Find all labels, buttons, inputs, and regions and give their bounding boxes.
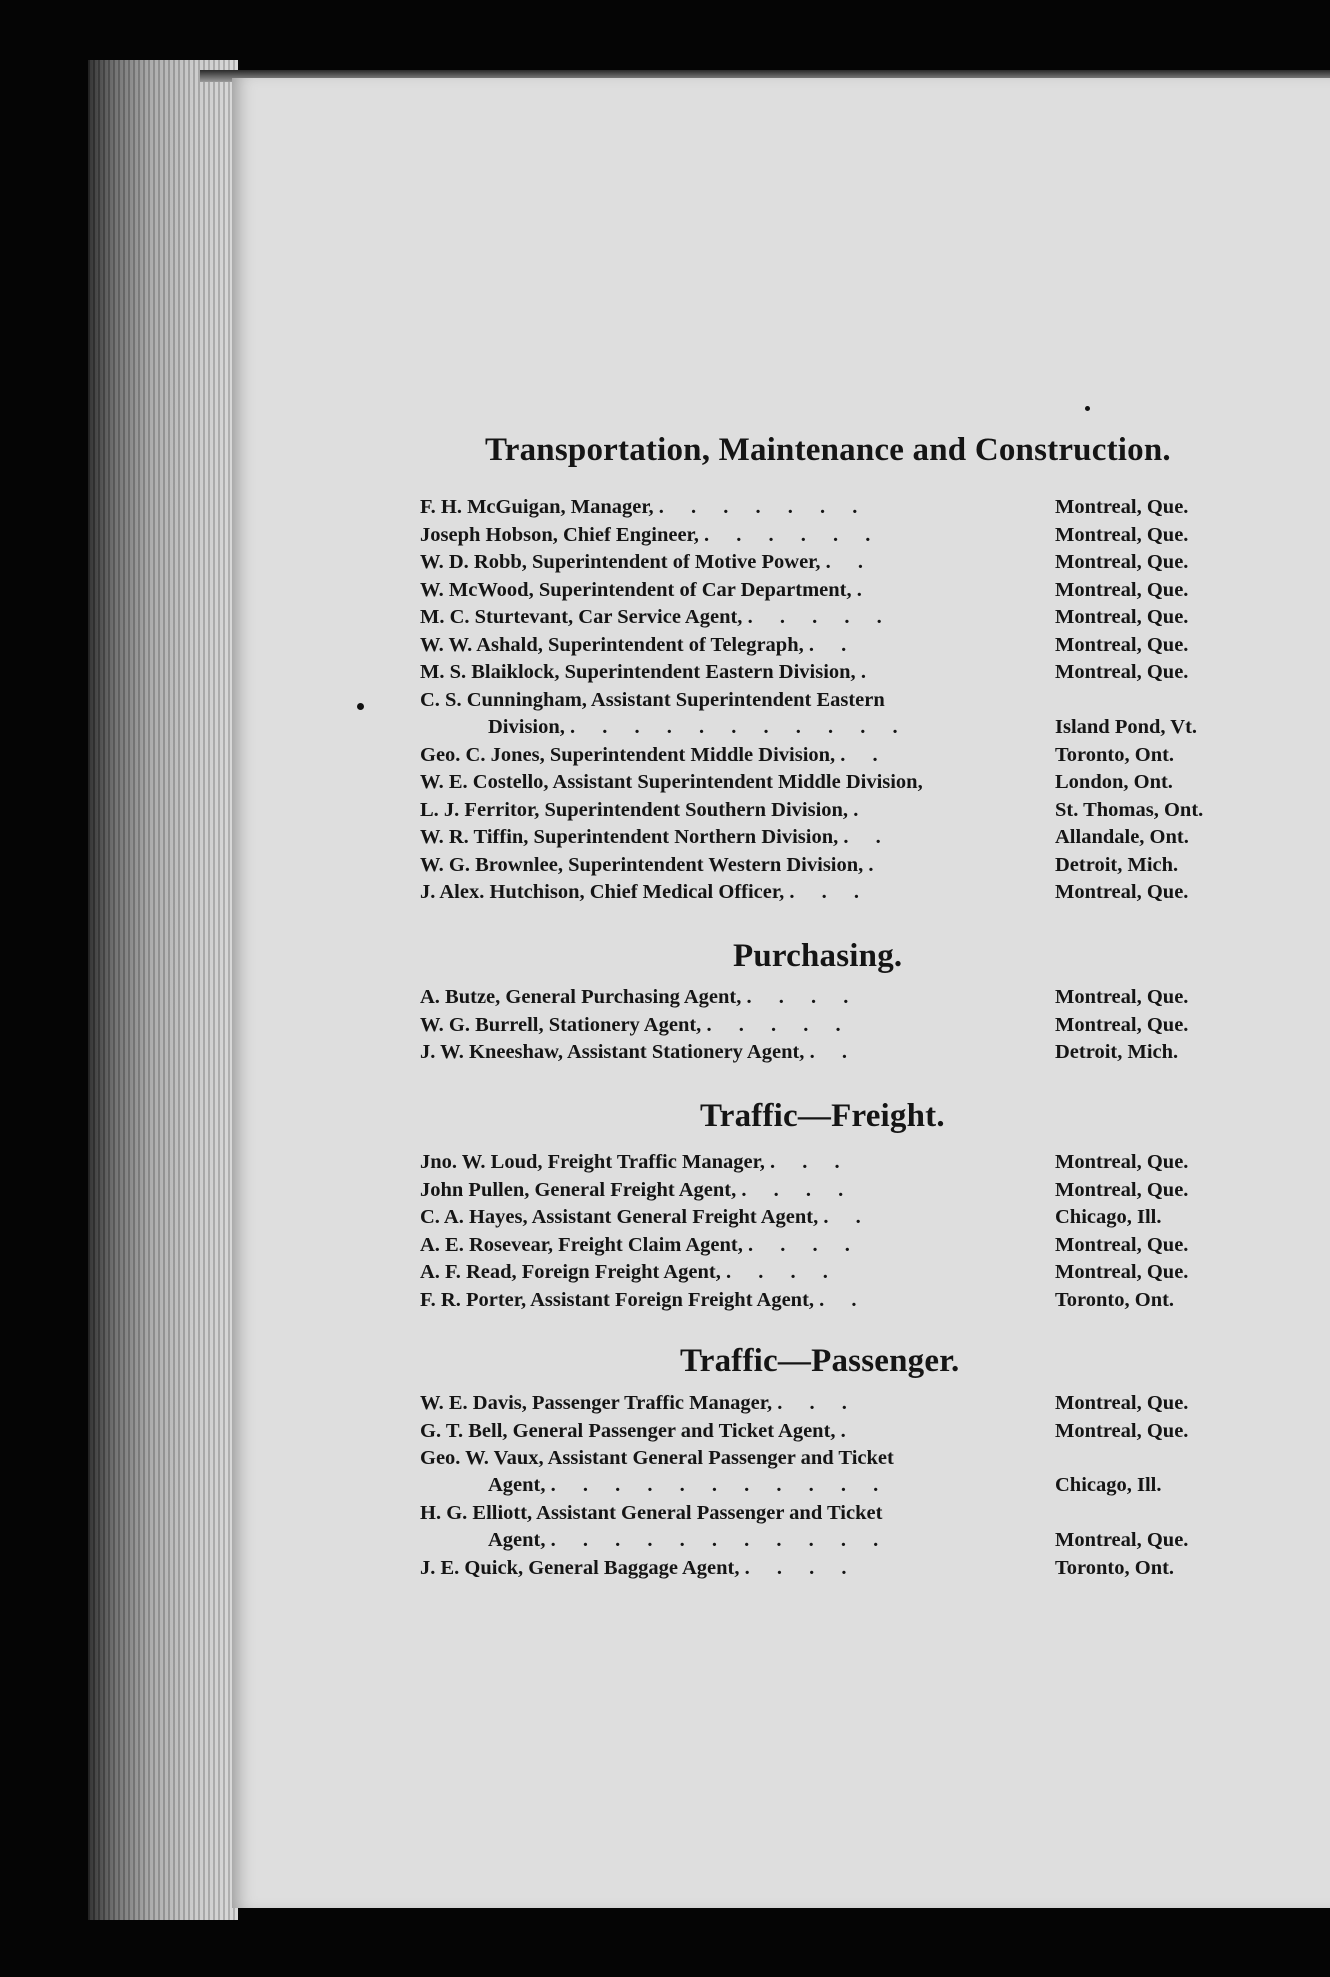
officer-line [420,826,892,849]
officer-line [420,854,885,877]
officer-row [420,661,1240,689]
officer-row [420,689,1240,744]
officer-title-continuation [488,1529,889,1552]
officer-line [420,1014,852,1037]
officer-name-title: M. C. Sturtevant, Car Service Agent, [420,606,743,628]
leader-dots: . . [843,826,892,848]
officer-row [420,1151,1240,1179]
officer-name-title: Geo. W. Vaux, Assistant General Passenger and Ticket [420,1447,894,1469]
officer-line [420,744,889,767]
officer-name-title: W. G. Burrell, Stationery Agent, [420,1013,702,1036]
section-title-transportation: Transportation, Maintenance and Construction. [485,432,1171,468]
section-traffic-passenger [420,1392,1240,1585]
officer-location: Allandale, Ont. [1055,826,1189,848]
officer-name-title: Jno. W. Loud, Freight Traffic Manager, [420,1151,765,1173]
officer-row [420,1289,1240,1317]
leader-dots: . [856,578,873,601]
officer-row [420,1206,1240,1234]
officer-row [420,799,1240,827]
officer-name-title: C. A. Hayes, Assistant General Freight Agent, [420,1206,819,1228]
officer-line [420,986,859,1009]
officer-location: St. Thomas, Ont. [1055,798,1204,821]
officer-line [420,524,881,547]
leader-dots: . . . . . . . [658,496,869,518]
officer-name-title: A. F. Read, Foreign Freight Agent, [420,1261,721,1283]
officer-title-continuation [488,716,909,739]
officer-name-title: W. G. Brownlee, Superintendent Western Division, [420,853,864,876]
officer-location: Island Pond, Vt. [1055,715,1198,738]
officer-line [420,1151,851,1174]
officer-name-title: H. G. Elliott, Assistant General Passenger and Ticket [420,1502,883,1524]
officer-row [420,606,1240,634]
leader-dots: . . [823,1206,872,1228]
leader-dots: . . [825,551,875,573]
officer-row [420,1041,1240,1069]
officer-line [420,1206,872,1229]
officer-row [420,1557,1240,1585]
leader-dots: . . [819,1288,868,1311]
officer-row [420,579,1240,607]
officer-name-title: J. Alex. Hutchison, Chief Medical Officer, [420,881,785,903]
officer-name-title: G. T. Bell, General Passenger and Ticket Agent, [420,1419,836,1442]
officer-name-title: W. D. Robb, Superintendent of Motive Power, [420,551,821,573]
officer-name-title: A. Butze, General Purchasing Agent, [420,986,742,1008]
continuation-text: Division, [488,715,565,738]
officer-name-title: W. W. Ashald, Superintendent of Telegraph, [420,633,804,656]
officer-row [420,881,1240,909]
officer-line [420,496,868,519]
officer-location: Montreal, Que. [1055,1013,1189,1036]
leader-dots: . . . . . . . . . . . [570,715,909,738]
leader-dots: . . . . [725,1261,839,1283]
officer-line [420,1234,861,1257]
officer-line [420,1392,858,1415]
officer-row [420,826,1240,854]
leader-dots: . . . [789,881,870,903]
officer-title-continuation [488,1474,889,1497]
officer-row [420,771,1240,799]
section-purchasing [420,986,1240,1069]
officer-name-title: W. R. Tiffin, Superintendent Northern Division, [420,826,839,848]
officer-location: Toronto, Ont. [1055,743,1175,766]
officer-line [420,1289,868,1312]
officer-location: Detroit, Mich. [1055,853,1179,876]
section-title-traffic-freight: Traffic—Freight. [700,1098,945,1134]
officer-row [420,1502,1240,1557]
officer-name-title: W. E. Costello, Assistant Superintendent Middle Division, [420,771,923,793]
officer-name-title: John Pullen, General Freight Agent, [420,1178,737,1201]
officer-row [420,1392,1240,1420]
officer-row [420,1261,1240,1289]
officer-name-title: W. E. Davis, Passenger Traffic Manager, [420,1392,773,1414]
section-traffic-freight [420,1151,1240,1316]
leader-dots: . . [809,1041,858,1063]
officer-line [420,661,877,684]
leader-dots: . . . . . . . . . . . [550,1474,890,1496]
officer-location: Montreal, Que. [1055,523,1189,546]
officer-line [420,1261,839,1284]
officer-name-title: M. S. Blaiklock, Superintendent Eastern Division, [420,661,856,683]
officer-location: Montreal, Que. [1055,1233,1189,1256]
officer-row [420,551,1240,579]
officer-row [420,986,1240,1014]
officer-location: Montreal, Que. [1055,1529,1189,1551]
officer-row [420,524,1240,552]
leader-dots: . . . . . [747,606,893,628]
continuation-text: Agent, [488,1474,546,1496]
officer-location: Montreal, Que. [1055,551,1189,573]
officer-line [420,1420,857,1443]
leader-dots: . . . . . [706,1013,852,1036]
officer-location: Montreal, Que. [1055,496,1189,518]
officer-line [420,1557,857,1580]
leader-dots: . [860,661,877,683]
officer-line [420,634,857,657]
officer-row [420,1447,1240,1502]
officer-location: Toronto, Ont. [1055,1288,1175,1311]
officer-row [420,1420,1240,1448]
officer-name-title: Geo. C. Jones, Superintendent Middle Division, [420,743,836,766]
leader-dots: . . . [770,1151,851,1173]
officer-location: Montreal, Que. [1055,1151,1189,1173]
officer-name-title: J. W. Kneeshaw, Assistant Stationery Agent, [420,1041,805,1063]
leader-dots: . . . . [746,986,860,1008]
leader-dots: . . . . [744,1557,858,1579]
officer-name-title: A. E. Rosevear, Freight Claim Agent, [420,1233,743,1256]
officer-name-title: W. McWood, Superintendent of Car Department, [420,578,852,601]
officer-line [420,1179,854,1202]
officer-name-title: L. J. Ferritor, Superintendent Southern Division, [420,798,849,821]
officer-row [420,1179,1240,1207]
officer-location: Montreal, Que. [1055,1261,1189,1283]
officer-line [420,771,923,794]
officer-row [420,1014,1240,1042]
officer-name-title: F. R. Porter, Assistant Foreign Freight Agent, [420,1288,815,1311]
officer-location: Chicago, Ill. [1055,1206,1162,1228]
officer-location: Montreal, Que. [1055,578,1189,601]
officer-name-title: C. S. Cunningham, Assistant Superintendent Eastern [420,688,885,711]
section-title-purchasing: Purchasing. [733,938,903,974]
section-transportation [420,496,1240,909]
officer-line [420,579,873,602]
officer-location: Montreal, Que. [1055,1178,1189,1201]
continuation-text: Agent, [488,1529,546,1551]
officer-line [420,551,874,574]
officer-location: Montreal, Que. [1055,1392,1189,1414]
officer-location: Montreal, Que. [1055,661,1189,683]
officer-line [420,1041,858,1064]
officer-row [420,496,1240,524]
officer-row [420,854,1240,882]
officer-location: Montreal, Que. [1055,633,1189,656]
leader-dots: . . . . [741,1178,855,1201]
officer-name-title: F. H. McGuigan, Manager, [420,496,654,518]
leader-dots: . . [808,633,858,656]
officer-name-title: Joseph Hobson, Chief Engineer, [420,523,699,546]
leader-dots: . . [840,743,889,766]
officer-location: Detroit, Mich. [1055,1041,1179,1063]
officer-location: Montreal, Que. [1055,606,1189,628]
officer-location: Montreal, Que. [1055,881,1189,903]
leader-dots: . . . . . . [704,523,882,546]
leader-dots: . . . . . . . . . . . [550,1529,890,1551]
officer-row [420,1234,1240,1262]
officer-line [420,606,893,629]
leader-dots: . [840,1419,857,1442]
officer-row [420,634,1240,662]
officer-location: Toronto, Ont. [1055,1557,1175,1579]
leader-dots: . [853,798,870,821]
leader-dots: . . . [777,1392,858,1414]
officer-name-title: J. E. Quick, General Baggage Agent, [420,1557,740,1579]
officer-location: Chicago, Ill. [1055,1474,1162,1496]
leader-dots: . [868,853,885,876]
officer-row [420,744,1240,772]
leader-dots: . . . . [747,1233,861,1256]
section-title-traffic-passenger: Traffic—Passenger. [680,1343,960,1379]
officer-location: Montreal, Que. [1055,986,1189,1008]
officer-line [420,881,870,904]
officer-location: London, Ont. [1055,771,1173,793]
officer-line [420,799,869,822]
officer-location: Montreal, Que. [1055,1419,1189,1442]
